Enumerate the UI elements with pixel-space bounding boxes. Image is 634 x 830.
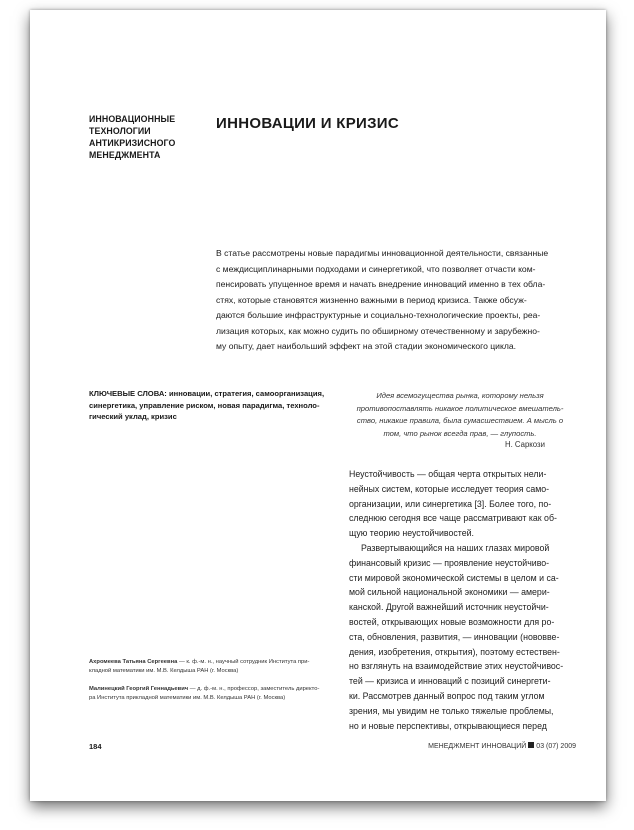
body-text: [349, 467, 579, 733]
body-line: ста, обновления, развития, — инновации (нововве-: [349, 631, 560, 642]
abstract-line: В статье рассмотрены новые парадигмы инновационной деятельности, связанные: [216, 248, 549, 258]
section-label-line: МЕНЕДЖМЕНТА: [89, 150, 161, 160]
body-line: мой сильной национальной экономики — амери-: [349, 587, 550, 598]
abstract-line: му опыту, дает наибольший эффект на этой стадии экономического цикла.: [216, 341, 517, 351]
body-line: нейных систем, которые исследует теория само-: [349, 483, 550, 494]
keywords-line: КЛЮЧЕВЫЕ СЛОВА: инновации, стратегия, самоорганизация,: [89, 389, 325, 398]
body-line: тей — кризиса и инноваций с позиций синергети-: [349, 676, 551, 687]
abstract: [216, 246, 574, 355]
body-line: но взглянуть на взаимодействие этих неустойчивос-: [349, 661, 564, 672]
body-line: Развертывающийся на наших глазах мировой: [361, 542, 550, 553]
keywords-line: гический уклад, кризис: [89, 412, 177, 421]
body-line: ки. Рассмотрев данный вопрос под таким углом: [349, 690, 545, 701]
section-label-line: ТЕХНОЛОГИИ: [89, 126, 151, 136]
epigraph: [350, 390, 570, 440]
author-name: Ахромеева Татьяна Сергеевна: [89, 659, 178, 665]
body-line: дения, изобретения, открытия), поэтому естествен-: [349, 646, 560, 657]
epigraph-line: том, что рынок всегда прав, — глупость.: [383, 428, 537, 438]
body-line: организации, или синергетика [3]. Более того, по-: [349, 498, 552, 509]
abstract-line: пенсировать упущенное время и начать внедрение инноваций именно в тех обла-: [216, 279, 546, 289]
body-line: зрения, мы увидим не только тяжелые проблемы,: [349, 705, 554, 716]
author-description: — к. ф.-м. н., научный сотрудник Института при-: [177, 659, 310, 665]
epigraph-line: ство, никакие правила, была сумасшествием. А мысль о: [356, 416, 564, 425]
author-name: Малинецкий Георгий Геннадьевич: [89, 686, 189, 692]
section-label: [89, 113, 229, 161]
section-label-line: ИННОВАЦИОННЫЕ: [89, 114, 176, 124]
author-note-line: [89, 658, 349, 667]
abstract-line: даются большие инфраструктурные и социально-технологические проекты, реа-: [216, 310, 541, 320]
keywords-line: синергетика, управление риском, новая парадигма, техноло-: [89, 400, 320, 410]
author-note: [89, 685, 349, 703]
abstract-line: лизация которых, как можно судить по обширному отечественному и зарубежно-: [216, 325, 540, 336]
journal-page: [30, 10, 606, 801]
body-line: следнюю сегодня все чаще рассматривают как об-: [349, 513, 557, 524]
abstract-line: с междисциплинарными подходами и синергетикой, что позволяет отчасти ком-: [216, 263, 536, 274]
page-number: 184: [89, 742, 102, 751]
author-note-line: ра Института прикладной математики им. М.В. Келдыша РАН (г. Москва): [89, 695, 286, 701]
journal-issue: 03 (07) 2009: [536, 743, 576, 750]
square-bullet-icon: [528, 742, 534, 748]
section-label-line: АНТИКРИЗИСНОГО: [89, 138, 176, 148]
article-title: ИННОВАЦИИ И КРИЗИС: [216, 115, 400, 132]
author-note: [89, 658, 349, 676]
body-line: но и новые перспективы, открывающиеся перед: [349, 720, 547, 731]
epigraph-line: Идея всемогущества рынка, которому нельзя: [376, 391, 544, 400]
abstract-line: стях, которые становятся жизненно важными в период кризиса. Также обсуж-: [216, 294, 527, 305]
journal-name: МЕНЕДЖМЕНТ ИННОВАЦИЙ: [428, 743, 527, 750]
body-line: востей, открывающих новые возможности для ро-: [349, 616, 555, 627]
body-line: финансовый кризис — проявление неустойчиво-: [349, 557, 550, 568]
body-line: Неустойчивость — общая черта открытых нели-: [349, 469, 547, 479]
author-note-line: [89, 685, 349, 694]
epigraph-line: противопоставлять никакое политическое вмешатель-: [356, 403, 564, 413]
author-description: — д. ф.-м. н., профессор, заместитель директо-: [188, 686, 320, 692]
body-line: канской. Другой важнейший источник неустойчи-: [349, 602, 549, 613]
keywords: [89, 388, 345, 423]
epigraph-author: Н. Саркози: [504, 440, 545, 449]
body-line: щую теорию неустойчивостей.: [349, 528, 474, 539]
author-note-line: кладной математики им. М.В. Келдыша РАН (г. Москва): [89, 668, 239, 674]
body-line: сти мировой экономической системы в целом и са-: [349, 572, 559, 583]
journal-footer: [428, 742, 576, 750]
